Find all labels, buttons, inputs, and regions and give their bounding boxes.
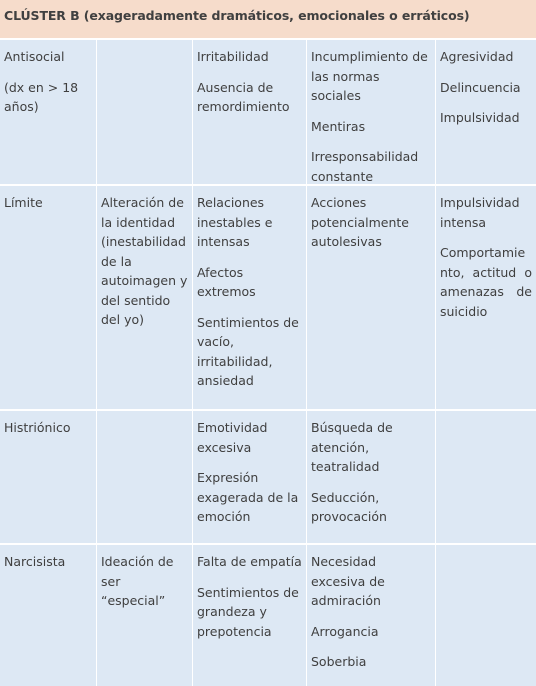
cell-identity — [97, 411, 193, 543]
cell-behavior — [307, 411, 436, 543]
cell-text: Sentimientos de vacío, irritabilidad, ansiedad — [197, 314, 299, 388]
cell-text: Soberbia — [311, 654, 367, 669]
table-row-limite — [0, 186, 536, 409]
cell-text: Relaciones inestables e intensas — [197, 195, 273, 249]
cell-text: Irresponsabilidad constante — [311, 149, 419, 184]
cell-text: Sentimientos de grandeza y prepotencia — [197, 584, 299, 639]
table-row-antisocial — [0, 40, 536, 184]
cell-text: Narcisista — [4, 554, 66, 569]
cell-affect — [193, 411, 307, 543]
cell-text: Emotividad excesiva — [197, 420, 268, 455]
cell-text: Mentiras — [311, 118, 366, 134]
cell-behavior — [307, 545, 436, 686]
cell-text: Ideación de ser “especial” — [101, 554, 174, 608]
cell-text: Expresión exagerada de la emoción — [197, 470, 299, 524]
cell-disorder — [0, 545, 97, 686]
cell-text: Comportamiento, actitud o amenazas de suicidio — [440, 245, 532, 319]
cell-text: Histriónico — [4, 420, 71, 435]
cell-text: Arrogancia — [311, 623, 379, 639]
cell-text: Seducción, provocación — [311, 489, 387, 524]
cell-identity — [97, 545, 193, 686]
cell-text: Impulsividad — [440, 110, 520, 125]
table-row-histrionico — [0, 411, 536, 543]
cell-disorder — [0, 40, 97, 184]
cell-behavior — [307, 186, 436, 409]
cell-text: Delincuencia — [440, 79, 521, 95]
cell-impulse — [436, 411, 536, 543]
cell-text: Búsqueda de atención, teatralidad — [311, 420, 393, 474]
cell-text: Afectos extremos — [197, 264, 256, 299]
cell-text: Impulsividad intensa — [440, 195, 520, 230]
cell-behavior — [307, 40, 436, 184]
table-header: CLÚSTER B (exageradamente dramáticos, emocionales o erráticos) — [0, 0, 536, 38]
cell-impulse — [436, 186, 536, 409]
cell-affect — [193, 40, 307, 184]
cell-affect — [193, 545, 307, 686]
cell-text: Necesidad excesiva de admiración — [311, 554, 385, 608]
cell-identity — [97, 40, 193, 184]
cell-identity — [97, 186, 193, 409]
cell-text: Incumplimiento de las normas sociales — [311, 49, 428, 103]
cell-text: Antisocial — [4, 49, 65, 64]
cell-disorder — [0, 186, 97, 409]
cell-impulse — [436, 545, 536, 686]
cell-text: Agresividad — [440, 49, 514, 64]
cell-text: (dx en > 18 años) — [4, 79, 79, 114]
cell-disorder — [0, 411, 97, 543]
cell-text: Ausencia de remordimiento — [197, 79, 290, 114]
cell-text: Falta de empatía — [197, 554, 302, 569]
table-row-narcisista — [0, 545, 536, 686]
cell-impulse — [436, 40, 536, 184]
cell-text: Límite — [4, 195, 43, 210]
cell-affect — [193, 186, 307, 409]
cell-text: Alteración de la identidad (inestabilidad de la autoimagen y del sentido del yo) — [101, 195, 188, 327]
cell-text: Irritabilidad — [197, 49, 269, 64]
cell-text: Acciones potencialmente autolesivas — [311, 195, 409, 249]
